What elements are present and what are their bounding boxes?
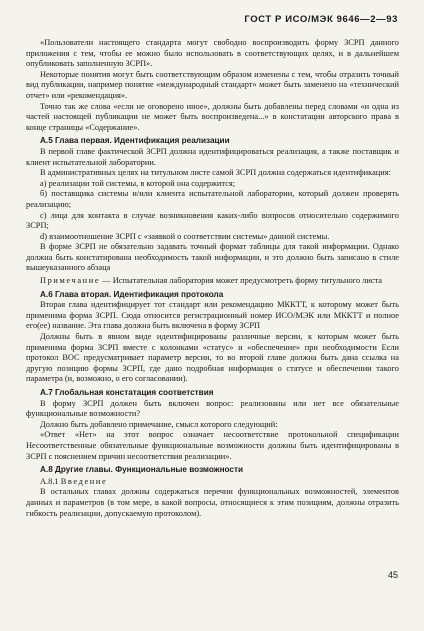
page-number: 45 <box>387 570 398 580</box>
subsection-title: Введение <box>60 476 108 486</box>
paragraph: В форму ЗСРП должен быть включен вопрос: реализованы или нет все обязательные функциональные возможности? <box>26 398 399 419</box>
page-content <box>26 38 399 519</box>
paragraph: В форме ЗСРП не обязательно задавать точный формат таблицы для такой информации. Однако должна быть констатирована необходимость такой информации, и это должно быть записано в стиле вышеуказанного абзаца <box>26 242 399 273</box>
paragraph: Должны быть в явном виде идентифицированы различные версии, к которым может быть применима форма ЗСРП вместе с колонками «статус» и «обеспечение» при необходимости Если протокол ВОС предусматривает параметр версии, то во второй главе должна быть дана ссылка на другую позицию формы ЗСРП, где дано подробная информация о статусе и обеспечении такого параметра (и, возможно, о его согласовании). <box>26 332 399 384</box>
list-item: а) реализации той системы, в которой она содержится; <box>40 178 236 188</box>
list-item: б) поставщика системы и/или клиента испытательной лаборатории, который должен проверять реализацию; <box>26 189 399 209</box>
note-text: — Испытательная лаборатория может предусмотреть форму титульного листа <box>100 276 383 286</box>
paragraph: Точно так же слова «если не оговорено иное», должны быть добавлены перед словами «и одна из частей настоящей публикации не может быть воспроизведена...» в констатации авторского права в конце страницы «Содержание». <box>26 101 399 132</box>
subsection-heading <box>26 477 399 488</box>
running-header: ГОСТ Р ИСО/МЭК 9646—2—93 <box>244 14 398 25</box>
paragraph: Вторая глава идентифицирует тот стандарт или рекомендацию МККТТ, к которому может быть применима форма ЗСРП. Сюда относится регистрационный номер ИСО/МЭК или МККТТ и полное его(ее) название. Эта глава должна быть включена в форму ЗСРП <box>26 300 399 331</box>
subsection-number: А.8.1 <box>40 476 61 486</box>
section-heading-a7: А.7 Глобальная констатация соответствия <box>40 388 214 397</box>
paragraph: Должно быть добавлено примечание, смысл которого следующий: <box>40 419 278 429</box>
section-heading-a8: А.8 Другие главы. Функциональные возможности <box>40 465 244 475</box>
list-item: d) взаимоотношение ЗСРП с «заявкой о соответствии системы» данной системы. <box>40 231 330 241</box>
paragraph: «Ответ «Нет» на этот вопрос означает несоответствие протокольной спецификации Несоответственные обязательные функциональные возможности должны быть идентифицированы в ЗСРП с пояснением причин несоответствия реализации». <box>26 430 399 461</box>
paragraph: В административных целях на титульном листе самой ЗСРП должна содержаться идентификация: <box>40 168 391 178</box>
list-item: с) лица для контакта в случае возникновения каких-либо вопросов относительно содержимого ЗСРП; <box>26 210 399 231</box>
paragraph: В первой главе фактической ЗСРП должна идентифицироваться реализация, а также поставщик и клиент испытательной лаборатории. <box>26 146 399 167</box>
section-heading-a5: А.5 Глава первая. Идентификация реализации <box>40 136 230 146</box>
note-label: Примечание <box>40 276 101 286</box>
paragraph: Некоторые понятия могут быть соответствующим образом изменены с тем, чтобы отразить точный вид публикации, например понятие «международный стандарт» может быть заменено на «технический отчет» или «рекомендация». <box>26 69 399 100</box>
section-heading-a6: А.6 Глава вторая. Идентификация протокола <box>40 289 224 299</box>
paragraph: «Пользователи настоящего стандарта могут свободно воспроизводить форму ЗСРП данного приложения с тем, чтобы ее можно было использовать в соответствующих целях, и в дальнейшем опубликовать заполненную ЗСРП». <box>26 38 399 69</box>
paragraph: В остальных главах должны содержаться перечни функциональных возможностей, элементов данных и параметров (в том мере, в какой вопросы, относящиеся к этим позициям, должны отразить гибкость реализации, допускаемую протоколом). <box>26 487 399 518</box>
note <box>26 276 399 287</box>
